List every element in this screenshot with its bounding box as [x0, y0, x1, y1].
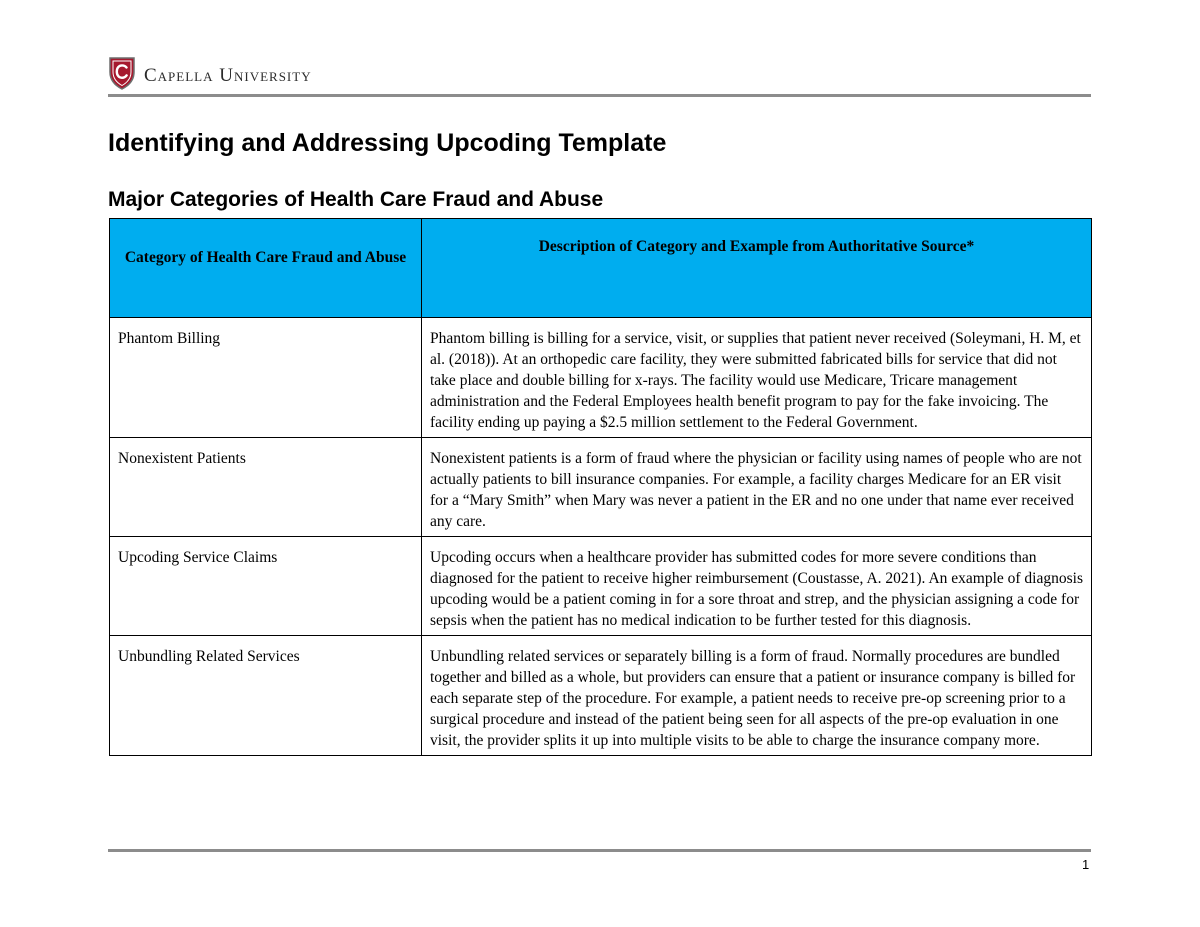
- document-title: Identifying and Addressing Upcoding Template: [108, 129, 667, 157]
- header-rule: [108, 94, 1091, 97]
- section-title: Major Categories of Health Care Fraud and Abuse: [108, 188, 604, 211]
- description-cell: Phantom billing is billing for a service, visit, or supplies that patient never received (Soleymani, H. M, et al. (2018)). At an orthopedic care facility, they were submitted fabricated bills for service that did not take place and double billing for x-rays. The facility would use Medicare, Tricare management administration and the Federal Employees health benefit program to pay for the fake invoicing. The facility ending up paying a $2.5 million settlement to the Federal Government.: [422, 318, 1092, 438]
- footer-rule: [108, 849, 1091, 852]
- page-number: 1: [1082, 857, 1090, 872]
- category-cell: Upcoding Service Claims: [110, 537, 422, 636]
- description-cell: Nonexistent patients is a form of fraud where the physician or facility using names of people who are not actually patients to bill insurance companies. For example, a facility charges Medicare for an ER visit for a “Mary Smith” when Mary was never a patient in the ER and no one under that name ever received any care.: [422, 438, 1092, 537]
- description-cell: Unbundling related services or separately billing is a form of fraud. Normally procedures are bundled together and billed as a whole, but providers can ensure that a patient or insurance company is billed for each separate step of the procedure. For example, a patient needs to receive pre-op screening prior to a surgical procedure and instead of the patient being seen for all aspects of the pre-op evaluation in one visit, the provider splits it up into multiple visits to be able to charge the insurance company more.: [422, 636, 1092, 756]
- table-row: [110, 438, 1092, 537]
- capella-shield-icon: [108, 55, 136, 91]
- column-header-category: Category of Health Care Fraud and Abuse: [110, 219, 422, 318]
- description-cell: Upcoding occurs when a healthcare provider has submitted codes for more severe conditions than diagnosed for the patient to receive higher reimbursement (Coustasse, A. 2021). An example of diagnosis upcoding would be a patient coming in for a sore throat and strep, and the physician assigning a code for sepsis when the patient has no medical indication to be further tested for this diagnosis.: [422, 537, 1092, 636]
- category-cell: Phantom Billing: [110, 318, 422, 438]
- table-row: [110, 537, 1092, 636]
- category-cell: Unbundling Related Services: [110, 636, 422, 756]
- column-header-description: Description of Category and Example from Authoritative Source*: [422, 219, 1092, 318]
- table-row: [110, 318, 1092, 438]
- logo-wordmark: Capella University: [144, 64, 312, 86]
- category-cell: Nonexistent Patients: [110, 438, 422, 537]
- capella-logo: [108, 54, 312, 92]
- table-header-row: [110, 219, 1092, 318]
- fraud-categories-table: [109, 218, 1092, 756]
- table-row: [110, 636, 1092, 756]
